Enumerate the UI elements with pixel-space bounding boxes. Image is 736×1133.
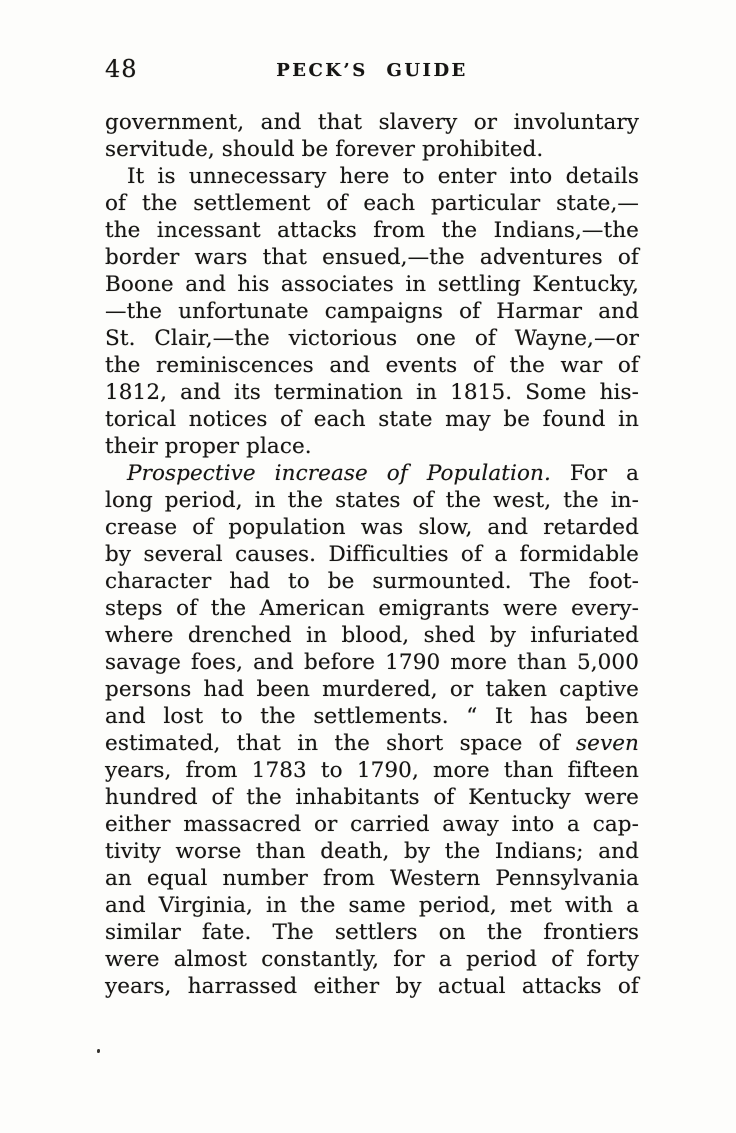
text-segment: hundred of the inhabitants of Kentucky were xyxy=(105,785,639,810)
text-line xyxy=(105,325,639,352)
text-line xyxy=(105,730,639,757)
italic-text-segment: seven xyxy=(576,731,639,756)
text-line xyxy=(105,757,639,784)
text-line xyxy=(105,163,639,190)
text-segment: government, and that slavery or involuntary xyxy=(105,110,639,135)
text-line xyxy=(105,460,639,487)
text-segment: servitude, should be forever prohibited. xyxy=(105,137,544,162)
text-line xyxy=(105,784,639,811)
text-segment: persons had been murdered, or taken captive xyxy=(105,677,639,702)
text-line xyxy=(105,244,639,271)
text-line xyxy=(105,379,639,406)
text-line xyxy=(105,946,639,973)
text-line xyxy=(105,622,639,649)
text-line xyxy=(105,487,639,514)
text-segment: character had to be surmounted. The foot- xyxy=(105,569,639,594)
text-segment: For a xyxy=(550,461,639,486)
text-segment: long period, in the states of the west, the in- xyxy=(105,488,639,513)
text-line xyxy=(105,838,639,865)
text-line xyxy=(105,541,639,568)
text-segment: and lost to the settlements. “ It has been xyxy=(105,704,639,729)
page-number: 48 xyxy=(105,55,138,83)
ink-speck-artifact xyxy=(97,1049,100,1053)
text-segment: similar fate. The settlers on the frontiers xyxy=(105,920,639,945)
text-line xyxy=(105,217,639,244)
text-segment: steps of the American emigrants were every- xyxy=(105,596,639,621)
text-segment: savage foes, and before 1790 more than 5,000 xyxy=(105,650,639,675)
text-line xyxy=(105,919,639,946)
text-line xyxy=(105,514,639,541)
text-line xyxy=(105,568,639,595)
italic-text-segment: Prospective increase of Population. xyxy=(127,461,551,486)
text-segment: an equal number from Western Pennsylvania xyxy=(105,866,639,891)
text-line xyxy=(105,109,639,136)
text-block xyxy=(105,109,639,1000)
text-segment: —the unfortunate campaigns of Harmar and xyxy=(105,299,639,324)
text-segment: their proper place. xyxy=(105,434,312,459)
text-line xyxy=(105,433,639,460)
text-segment: Boone and his associates in settling Kentucky, xyxy=(105,272,639,297)
text-line xyxy=(105,352,639,379)
text-line xyxy=(105,271,639,298)
text-segment: either massacred or carried away into a cap- xyxy=(105,812,639,837)
text-line xyxy=(105,865,639,892)
text-segment: of the settlement of each particular state,— xyxy=(105,191,639,216)
text-segment: 1812, and its termination in 1815. Some his- xyxy=(105,380,639,405)
text-segment: border wars that ensued,—the adventures of xyxy=(105,245,639,270)
text-segment: were almost constantly, for a period of forty xyxy=(105,947,639,972)
text-segment: tivity worse than death, by the Indians; and xyxy=(105,839,639,864)
text-line xyxy=(105,811,639,838)
text-line xyxy=(105,298,639,325)
text-segment: estimated, that in the short space of xyxy=(105,731,577,756)
text-line xyxy=(105,190,639,217)
text-line xyxy=(105,973,639,1000)
text-line xyxy=(105,892,639,919)
text-segment: St. Clair,—the victorious one of Wayne,—or xyxy=(105,326,639,351)
text-line xyxy=(105,703,639,730)
text-line xyxy=(105,595,639,622)
text-segment: by several causes. Difficulties of a formidable xyxy=(105,542,639,567)
text-segment: It is unnecessary here to enter into details xyxy=(127,164,639,189)
running-title: PECK’S GUIDE xyxy=(276,60,468,81)
text-segment: crease of population was slow, and retarded xyxy=(105,515,639,540)
text-segment: the incessant attacks from the Indians,—the xyxy=(105,218,639,243)
text-line xyxy=(105,676,639,703)
text-segment: and Virginia, in the same period, met with a xyxy=(105,893,639,918)
text-line xyxy=(105,406,639,433)
text-segment: the reminiscences and events of the war of xyxy=(105,353,639,378)
text-line xyxy=(105,649,639,676)
text-segment: torical notices of each state may be found in xyxy=(105,407,639,432)
running-header xyxy=(105,56,639,84)
text-segment: years, harrassed either by actual attacks of xyxy=(105,974,639,999)
text-line xyxy=(105,136,639,163)
text-segment: years, from 1783 to 1790, more than fifteen xyxy=(105,758,639,783)
text-segment: where drenched in blood, shed by infuriated xyxy=(105,623,639,648)
